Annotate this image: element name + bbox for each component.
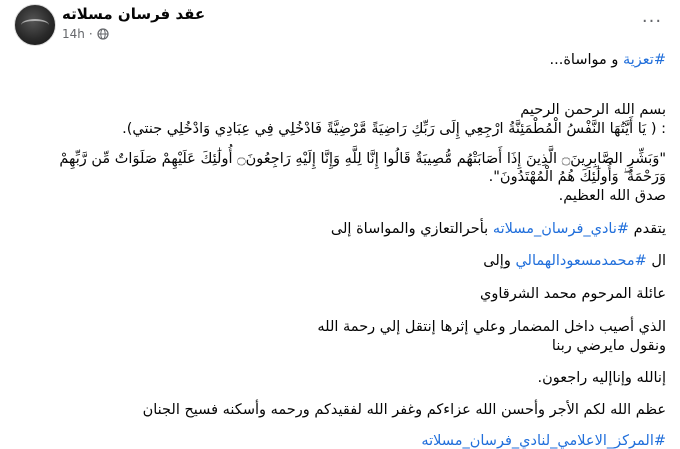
post-time[interactable]: 14h	[62, 27, 85, 41]
text-wa-ila: وإلى	[483, 253, 516, 269]
line-azzam: عظم الله لكم الأجر وأحسن الله عزاءكم وغفر الله لفقيدكم ورحمه وأسكنه فسيح الجنان	[142, 402, 666, 418]
hashtag-club[interactable]: #نادي_فرسان_مسلاته	[492, 221, 630, 237]
line-club-condolence	[331, 221, 666, 237]
post-meta	[62, 27, 109, 41]
author-name[interactable]: عقد فرسان مسلاته	[62, 5, 206, 23]
meta-separator: ·	[88, 27, 93, 41]
basmala: بسم الله الرحمن الرحيم	[520, 102, 666, 118]
verse-1: : ( يَا أَيَّتُهَا النَّفْسُ الْمُطْمَئِنَّةُ ارْجِعِي إِلَى رَبِّكِ رَاضِيَةً مَّرْضِيَّةً فَادْخُلِي فِي عِبَادِي وَادْخُلِي جنتي).	[122, 121, 666, 137]
hashtag-media-center[interactable]: #المركز_الاعلامي_لنادي_فرسان_مسلاته	[421, 433, 666, 449]
text-muwasa: و مواساة...	[549, 52, 623, 68]
post-header	[0, 0, 680, 46]
line-accident: الذي أصيب داخل المضمار وعلي إثرها إنتقل إلي رحمة الله	[317, 319, 666, 335]
more-options-icon[interactable]: ···	[641, 10, 663, 32]
verse-2-end: وَرَحْمَةٌ ۖ وَأُولَٰئِكَ هُمُ الْمُهْتَدُونَ".	[488, 169, 666, 185]
line-family	[483, 253, 666, 269]
club-logo	[21, 19, 49, 31]
line-prayer: ونقول مايرضي ربنا	[551, 338, 666, 354]
line-inna-lillah: إنالله وإناإليه راجعون.	[537, 370, 666, 386]
avatar[interactable]	[14, 4, 56, 46]
line-deceased-family: عائلة المرحوم محمد الشرقاوي	[480, 286, 666, 302]
verse-2: "وَبَشِّرِ الصَّابِرِينَ۝ الَّذِينَ إِذَا أَصَابَتْهُم مُّصِيبَةٌ قَالُوا إِنَّا لِلَّهِ وَإِنَّا إِلَيْهِ رَاجِعُونَ۝ أُولَٰئِكَ عَلَيْهِمْ صَلَوَاتٌ مِّن رَّبِّهِمْ	[59, 151, 666, 167]
text-condolence: بأحرالتعازي والمواساة إلى	[330, 221, 493, 237]
hashtag-family[interactable]: #محمدمسعودالهمالي	[515, 253, 647, 269]
text-yataqaddam: يتقدم	[629, 221, 666, 237]
sadaqa: صدق الله العظيم.	[558, 188, 666, 204]
hashtag-tazia[interactable]: #تعزية	[623, 52, 666, 68]
text-al: ال	[646, 253, 666, 269]
line-media-center	[421, 433, 666, 449]
globe-icon	[97, 28, 109, 40]
line-hashtag-tazia	[550, 52, 667, 68]
